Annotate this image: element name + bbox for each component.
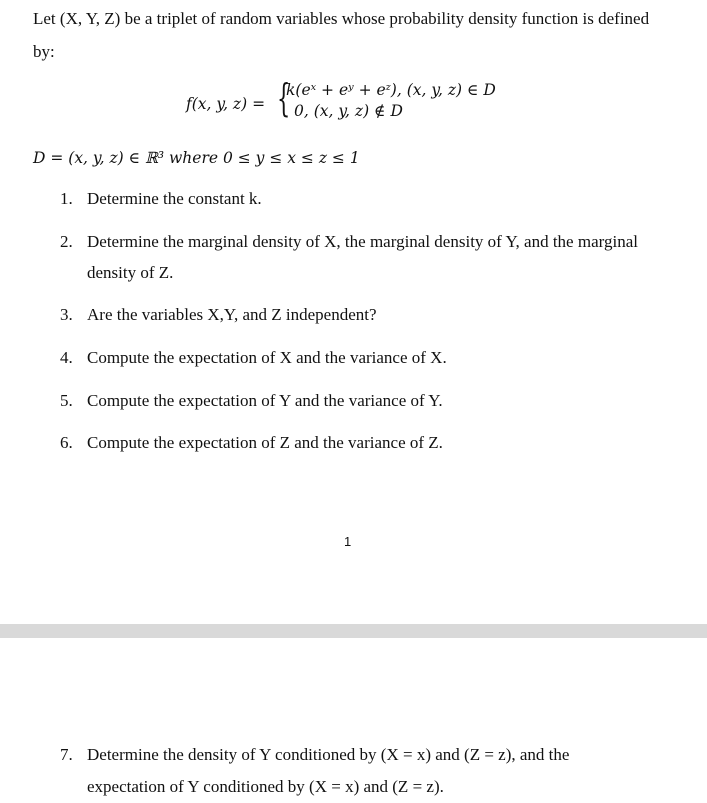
question-number: 2. xyxy=(60,232,73,251)
density-case-1: k(eˣ + eʸ + eᶻ), (x, y, z) ∈ D xyxy=(286,81,496,99)
question-number: 5. xyxy=(60,391,73,410)
question-text: Determine the marginal density of X, the marginal density of Y, and the marginal xyxy=(87,232,638,251)
question-6 xyxy=(60,433,443,453)
density-lhs: f(x, y, z) = xyxy=(186,95,266,113)
question-1 xyxy=(60,189,262,209)
question-text: Determine the constant k. xyxy=(87,189,262,208)
intro-line-2: by: xyxy=(33,42,55,61)
intro-line-1: Let (X, Y, Z) be a triplet of random variables whose probability density function is defined xyxy=(33,9,650,28)
question-7-continued: expectation of Y conditioned by (X = x) and (Z = z). xyxy=(87,777,444,796)
question-text: Compute the expectation of X and the variance of X. xyxy=(87,348,447,367)
page-break-divider xyxy=(0,624,707,638)
question-text: Compute the expectation of Y and the variance of Y. xyxy=(87,391,443,410)
domain-definition: D = (x, y, z) ∈ ℝ³ where 0 ≤ y ≤ x ≤ z ≤ 1 xyxy=(33,149,360,167)
question-4 xyxy=(60,348,447,368)
question-number: 7. xyxy=(60,745,73,764)
question-2-continued: density of Z. xyxy=(87,263,174,282)
question-2 xyxy=(60,232,638,252)
question-number: 1. xyxy=(60,189,73,208)
question-text: Are the variables X,Y, and Z independent? xyxy=(87,305,377,324)
question-7 xyxy=(60,745,569,765)
cases-brace: { xyxy=(277,76,291,120)
question-3 xyxy=(60,305,377,325)
page-number: 1 xyxy=(344,534,352,549)
density-case-2: 0, (x, y, z) ∉ D xyxy=(294,102,403,120)
question-number: 3. xyxy=(60,305,73,324)
page-2 xyxy=(0,638,707,803)
question-text: Compute the expectation of Z and the variance of Z. xyxy=(87,433,443,452)
question-number: 6. xyxy=(60,433,73,452)
question-number: 4. xyxy=(60,348,73,367)
question-5 xyxy=(60,391,443,411)
question-text: Determine the density of Y conditioned by (X = x) and (Z = z), and the xyxy=(87,745,570,764)
